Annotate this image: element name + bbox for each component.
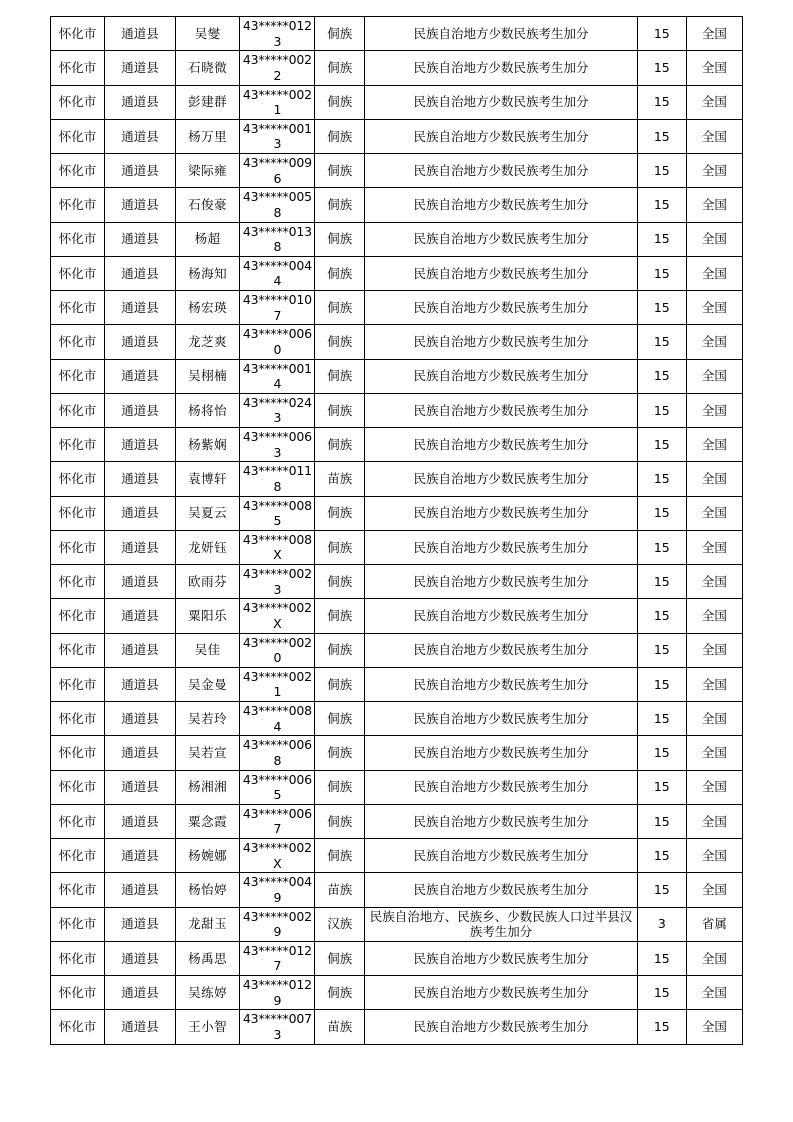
cell-score: 15 <box>637 1010 686 1044</box>
cell-name: 杨宏瑛 <box>175 291 240 325</box>
cell-policy: 民族自治地方少数民族考生加分 <box>365 736 638 770</box>
cell-score: 15 <box>637 667 686 701</box>
cell-city: 怀化市 <box>51 907 105 941</box>
cell-scope: 全国 <box>686 667 742 701</box>
cell-score: 15 <box>637 633 686 667</box>
cell-city: 怀化市 <box>51 85 105 119</box>
cell-score: 15 <box>637 256 686 290</box>
cell-score: 15 <box>637 976 686 1010</box>
cell-exam-id: 43*****0029 <box>240 907 315 941</box>
cell-exam-id: 43*****0067 <box>240 804 315 838</box>
cell-name: 吴金曼 <box>175 667 240 701</box>
table-row <box>51 428 743 462</box>
table-row <box>51 530 743 564</box>
cell-scope: 全国 <box>686 873 742 907</box>
cell-county: 通道县 <box>105 51 176 85</box>
cell-score: 15 <box>637 325 686 359</box>
cell-county: 通道县 <box>105 393 176 427</box>
cell-policy: 民族自治地方少数民族考生加分 <box>365 51 638 85</box>
cell-ethnicity: 侗族 <box>315 667 365 701</box>
cell-name: 杨万里 <box>175 119 240 153</box>
table-row <box>51 119 743 153</box>
table-row <box>51 1010 743 1044</box>
table-row <box>51 359 743 393</box>
cell-policy: 民族自治地方少数民族考生加分 <box>365 565 638 599</box>
cell-policy: 民族自治地方少数民族考生加分 <box>365 839 638 873</box>
table-row <box>51 256 743 290</box>
cell-exam-id: 43*****002X <box>240 599 315 633</box>
cell-ethnicity: 侗族 <box>315 17 365 51</box>
cell-scope: 全国 <box>686 428 742 462</box>
cell-policy: 民族自治地方少数民族考生加分 <box>365 119 638 153</box>
cell-score: 15 <box>637 154 686 188</box>
cell-score: 15 <box>637 85 686 119</box>
cell-exam-id: 43*****0123 <box>240 17 315 51</box>
cell-policy: 民族自治地方少数民族考生加分 <box>365 1010 638 1044</box>
cell-county: 通道县 <box>105 222 176 256</box>
table-row <box>51 702 743 736</box>
cell-scope: 全国 <box>686 154 742 188</box>
table-row <box>51 85 743 119</box>
cell-name: 吴若玲 <box>175 702 240 736</box>
cell-ethnicity: 侗族 <box>315 188 365 222</box>
cell-exam-id: 43*****0058 <box>240 188 315 222</box>
cell-city: 怀化市 <box>51 462 105 496</box>
cell-policy: 民族自治地方少数民族考生加分 <box>365 496 638 530</box>
cell-policy: 民族自治地方少数民族考生加分 <box>365 873 638 907</box>
cell-name: 石俊豪 <box>175 188 240 222</box>
cell-score: 15 <box>637 51 686 85</box>
cell-name: 吴练婷 <box>175 976 240 1010</box>
cell-scope: 全国 <box>686 222 742 256</box>
cell-policy: 民族自治地方、民族乡、少数民族人口过半县汉族考生加分 <box>365 907 638 941</box>
cell-city: 怀化市 <box>51 359 105 393</box>
cell-county: 通道县 <box>105 1010 176 1044</box>
cell-ethnicity: 侗族 <box>315 85 365 119</box>
cell-scope: 全国 <box>686 633 742 667</box>
table-row <box>51 188 743 222</box>
cell-county: 通道县 <box>105 85 176 119</box>
cell-county: 通道县 <box>105 770 176 804</box>
cell-policy: 民族自治地方少数民族考生加分 <box>365 188 638 222</box>
cell-city: 怀化市 <box>51 599 105 633</box>
cell-name: 石晓微 <box>175 51 240 85</box>
cell-city: 怀化市 <box>51 256 105 290</box>
cell-city: 怀化市 <box>51 222 105 256</box>
cell-scope: 全国 <box>686 85 742 119</box>
cell-policy: 民族自治地方少数民族考生加分 <box>365 667 638 701</box>
cell-score: 15 <box>637 119 686 153</box>
cell-county: 通道县 <box>105 359 176 393</box>
table-row <box>51 599 743 633</box>
cell-ethnicity: 苗族 <box>315 873 365 907</box>
cell-policy: 民族自治地方少数民族考生加分 <box>365 154 638 188</box>
cell-city: 怀化市 <box>51 1010 105 1044</box>
cell-city: 怀化市 <box>51 428 105 462</box>
cell-ethnicity: 侗族 <box>315 359 365 393</box>
cell-score: 15 <box>637 291 686 325</box>
cell-ethnicity: 侗族 <box>315 256 365 290</box>
cell-scope: 全国 <box>686 17 742 51</box>
cell-city: 怀化市 <box>51 736 105 770</box>
cell-city: 怀化市 <box>51 17 105 51</box>
cell-name: 欧雨芬 <box>175 565 240 599</box>
cell-scope: 全国 <box>686 462 742 496</box>
cell-county: 通道县 <box>105 188 176 222</box>
cell-exam-id: 43*****0096 <box>240 154 315 188</box>
cell-policy: 民族自治地方少数民族考生加分 <box>365 325 638 359</box>
table-row <box>51 976 743 1010</box>
cell-county: 通道县 <box>105 256 176 290</box>
cell-ethnicity: 侗族 <box>315 154 365 188</box>
cell-city: 怀化市 <box>51 119 105 153</box>
cell-ethnicity: 侗族 <box>315 393 365 427</box>
cell-exam-id: 43*****0021 <box>240 667 315 701</box>
cell-scope: 全国 <box>686 291 742 325</box>
cell-score: 15 <box>637 736 686 770</box>
cell-exam-id: 43*****0127 <box>240 941 315 975</box>
cell-policy: 民族自治地方少数民族考生加分 <box>365 256 638 290</box>
cell-score: 15 <box>637 188 686 222</box>
cell-ethnicity: 侗族 <box>315 702 365 736</box>
cell-score: 15 <box>637 804 686 838</box>
cell-ethnicity: 侗族 <box>315 291 365 325</box>
cell-county: 通道县 <box>105 873 176 907</box>
table-row <box>51 770 743 804</box>
table-row <box>51 154 743 188</box>
cell-county: 通道县 <box>105 530 176 564</box>
cell-exam-id: 43*****008X <box>240 530 315 564</box>
cell-policy: 民族自治地方少数民族考生加分 <box>365 941 638 975</box>
cell-city: 怀化市 <box>51 941 105 975</box>
cell-scope: 全国 <box>686 188 742 222</box>
table-row <box>51 325 743 359</box>
cell-policy: 民族自治地方少数民族考生加分 <box>365 702 638 736</box>
cell-score: 15 <box>637 462 686 496</box>
cell-ethnicity: 侗族 <box>315 633 365 667</box>
cell-exam-id: 43*****0065 <box>240 770 315 804</box>
cell-scope: 全国 <box>686 804 742 838</box>
table-row <box>51 291 743 325</box>
table-row <box>51 51 743 85</box>
cell-exam-id: 43*****0129 <box>240 976 315 1010</box>
cell-city: 怀化市 <box>51 291 105 325</box>
cell-county: 通道县 <box>105 804 176 838</box>
cell-county: 通道县 <box>105 667 176 701</box>
cell-name: 吴佳 <box>175 633 240 667</box>
cell-policy: 民族自治地方少数民族考生加分 <box>365 633 638 667</box>
cell-exam-id: 43*****0084 <box>240 702 315 736</box>
cell-policy: 民族自治地方少数民族考生加分 <box>365 393 638 427</box>
cell-exam-id: 43*****0243 <box>240 393 315 427</box>
cell-exam-id: 43*****0060 <box>240 325 315 359</box>
cell-city: 怀化市 <box>51 804 105 838</box>
cell-county: 通道县 <box>105 428 176 462</box>
table-row <box>51 736 743 770</box>
cell-ethnicity: 侗族 <box>315 428 365 462</box>
cell-scope: 全国 <box>686 702 742 736</box>
cell-scope: 全国 <box>686 736 742 770</box>
table-row <box>51 941 743 975</box>
cell-name: 粟阳乐 <box>175 599 240 633</box>
cell-policy: 民族自治地方少数民族考生加分 <box>365 359 638 393</box>
cell-score: 15 <box>637 599 686 633</box>
cell-city: 怀化市 <box>51 154 105 188</box>
cell-city: 怀化市 <box>51 393 105 427</box>
cell-ethnicity: 侗族 <box>315 222 365 256</box>
cell-city: 怀化市 <box>51 839 105 873</box>
cell-ethnicity: 侗族 <box>315 736 365 770</box>
cell-exam-id: 43*****0020 <box>240 633 315 667</box>
cell-name: 彭建群 <box>175 85 240 119</box>
cell-policy: 民族自治地方少数民族考生加分 <box>365 530 638 564</box>
cell-scope: 全国 <box>686 941 742 975</box>
cell-score: 15 <box>637 565 686 599</box>
cell-name: 杨禹思 <box>175 941 240 975</box>
cell-score: 15 <box>637 17 686 51</box>
cell-ethnicity: 侗族 <box>315 839 365 873</box>
cell-exam-id: 43*****0068 <box>240 736 315 770</box>
cell-score: 3 <box>637 907 686 941</box>
cell-ethnicity: 侗族 <box>315 941 365 975</box>
cell-name: 龙妍钰 <box>175 530 240 564</box>
table-row <box>51 222 743 256</box>
cell-name: 梁际雍 <box>175 154 240 188</box>
cell-policy: 民族自治地方少数民族考生加分 <box>365 804 638 838</box>
cell-scope: 全国 <box>686 496 742 530</box>
cell-county: 通道县 <box>105 599 176 633</box>
cell-scope: 全国 <box>686 599 742 633</box>
cell-policy: 民族自治地方少数民族考生加分 <box>365 17 638 51</box>
cell-name: 吴燮 <box>175 17 240 51</box>
cell-city: 怀化市 <box>51 667 105 701</box>
cell-scope: 全国 <box>686 1010 742 1044</box>
table-body <box>51 17 743 1045</box>
cell-scope: 全国 <box>686 770 742 804</box>
cell-city: 怀化市 <box>51 873 105 907</box>
cell-name: 龙芝爽 <box>175 325 240 359</box>
cell-policy: 民族自治地方少数民族考生加分 <box>365 222 638 256</box>
cell-county: 通道县 <box>105 633 176 667</box>
cell-county: 通道县 <box>105 736 176 770</box>
cell-county: 通道县 <box>105 496 176 530</box>
cell-score: 15 <box>637 428 686 462</box>
cell-ethnicity: 侗族 <box>315 976 365 1010</box>
cell-exam-id: 43*****0085 <box>240 496 315 530</box>
cell-exam-id: 43*****0023 <box>240 565 315 599</box>
table-row <box>51 667 743 701</box>
cell-ethnicity: 汉族 <box>315 907 365 941</box>
table-row <box>51 393 743 427</box>
cell-ethnicity: 侗族 <box>315 599 365 633</box>
cell-name: 杨海知 <box>175 256 240 290</box>
cell-ethnicity: 侗族 <box>315 770 365 804</box>
cell-name: 龙甜玉 <box>175 907 240 941</box>
cell-county: 通道县 <box>105 702 176 736</box>
cell-scope: 全国 <box>686 359 742 393</box>
cell-score: 15 <box>637 702 686 736</box>
cell-county: 通道县 <box>105 907 176 941</box>
cell-policy: 民族自治地方少数民族考生加分 <box>365 770 638 804</box>
cell-scope: 全国 <box>686 530 742 564</box>
cell-city: 怀化市 <box>51 633 105 667</box>
cell-city: 怀化市 <box>51 51 105 85</box>
cell-name: 粟念霞 <box>175 804 240 838</box>
table-row <box>51 633 743 667</box>
cell-county: 通道县 <box>105 17 176 51</box>
cell-city: 怀化市 <box>51 565 105 599</box>
cell-exam-id: 43*****0063 <box>240 428 315 462</box>
cell-city: 怀化市 <box>51 496 105 530</box>
cell-city: 怀化市 <box>51 530 105 564</box>
cell-exam-id: 43*****0014 <box>240 359 315 393</box>
cell-name: 杨怡婷 <box>175 873 240 907</box>
cell-county: 通道县 <box>105 976 176 1010</box>
table-row <box>51 496 743 530</box>
cell-ethnicity: 侗族 <box>315 119 365 153</box>
cell-name: 杨湘湘 <box>175 770 240 804</box>
cell-county: 通道县 <box>105 154 176 188</box>
cell-county: 通道县 <box>105 839 176 873</box>
cell-ethnicity: 侗族 <box>315 51 365 85</box>
cell-county: 通道县 <box>105 941 176 975</box>
table-row <box>51 907 743 941</box>
cell-county: 通道县 <box>105 291 176 325</box>
cell-scope: 全国 <box>686 565 742 599</box>
cell-policy: 民族自治地方少数民族考生加分 <box>365 462 638 496</box>
cell-scope: 全国 <box>686 839 742 873</box>
cell-scope: 全国 <box>686 256 742 290</box>
cell-score: 15 <box>637 496 686 530</box>
cell-score: 15 <box>637 941 686 975</box>
cell-county: 通道县 <box>105 325 176 359</box>
cell-ethnicity: 侗族 <box>315 325 365 359</box>
cell-name: 杨紫娴 <box>175 428 240 462</box>
cell-policy: 民族自治地方少数民族考生加分 <box>365 291 638 325</box>
cell-score: 15 <box>637 393 686 427</box>
cell-exam-id: 43*****002X <box>240 839 315 873</box>
cell-scope: 全国 <box>686 119 742 153</box>
cell-ethnicity: 侗族 <box>315 804 365 838</box>
cell-city: 怀化市 <box>51 325 105 359</box>
candidates-bonus-table <box>50 16 743 1045</box>
cell-policy: 民族自治地方少数民族考生加分 <box>365 599 638 633</box>
cell-ethnicity: 苗族 <box>315 462 365 496</box>
cell-name: 杨超 <box>175 222 240 256</box>
cell-exam-id: 43*****0107 <box>240 291 315 325</box>
table-row <box>51 565 743 599</box>
cell-county: 通道县 <box>105 119 176 153</box>
cell-name: 王小智 <box>175 1010 240 1044</box>
cell-ethnicity: 侗族 <box>315 496 365 530</box>
cell-scope: 全国 <box>686 393 742 427</box>
cell-city: 怀化市 <box>51 188 105 222</box>
cell-exam-id: 43*****0138 <box>240 222 315 256</box>
cell-name: 袁博轩 <box>175 462 240 496</box>
cell-city: 怀化市 <box>51 770 105 804</box>
cell-scope: 全国 <box>686 325 742 359</box>
cell-score: 15 <box>637 873 686 907</box>
cell-county: 通道县 <box>105 462 176 496</box>
cell-name: 杨婉娜 <box>175 839 240 873</box>
cell-policy: 民族自治地方少数民族考生加分 <box>365 428 638 462</box>
cell-scope: 全国 <box>686 51 742 85</box>
cell-name: 吴栩楠 <box>175 359 240 393</box>
cell-exam-id: 43*****0044 <box>240 256 315 290</box>
cell-exam-id: 43*****0013 <box>240 119 315 153</box>
cell-city: 怀化市 <box>51 976 105 1010</box>
cell-policy: 民族自治地方少数民族考生加分 <box>365 976 638 1010</box>
table-row <box>51 462 743 496</box>
table-row <box>51 839 743 873</box>
cell-city: 怀化市 <box>51 702 105 736</box>
cell-score: 15 <box>637 222 686 256</box>
cell-name: 吴若宣 <box>175 736 240 770</box>
cell-scope: 全国 <box>686 976 742 1010</box>
table-row <box>51 804 743 838</box>
table-row <box>51 17 743 51</box>
cell-county: 通道县 <box>105 565 176 599</box>
cell-exam-id: 43*****0021 <box>240 85 315 119</box>
cell-scope: 省属 <box>686 907 742 941</box>
cell-ethnicity: 苗族 <box>315 1010 365 1044</box>
cell-score: 15 <box>637 770 686 804</box>
cell-ethnicity: 侗族 <box>315 530 365 564</box>
cell-exam-id: 43*****0073 <box>240 1010 315 1044</box>
cell-name: 杨将怡 <box>175 393 240 427</box>
cell-policy: 民族自治地方少数民族考生加分 <box>365 85 638 119</box>
cell-score: 15 <box>637 530 686 564</box>
cell-score: 15 <box>637 839 686 873</box>
cell-exam-id: 43*****0022 <box>240 51 315 85</box>
cell-ethnicity: 侗族 <box>315 565 365 599</box>
cell-exam-id: 43*****0049 <box>240 873 315 907</box>
cell-score: 15 <box>637 359 686 393</box>
cell-name: 吴夏云 <box>175 496 240 530</box>
table-row <box>51 873 743 907</box>
cell-exam-id: 43*****0118 <box>240 462 315 496</box>
